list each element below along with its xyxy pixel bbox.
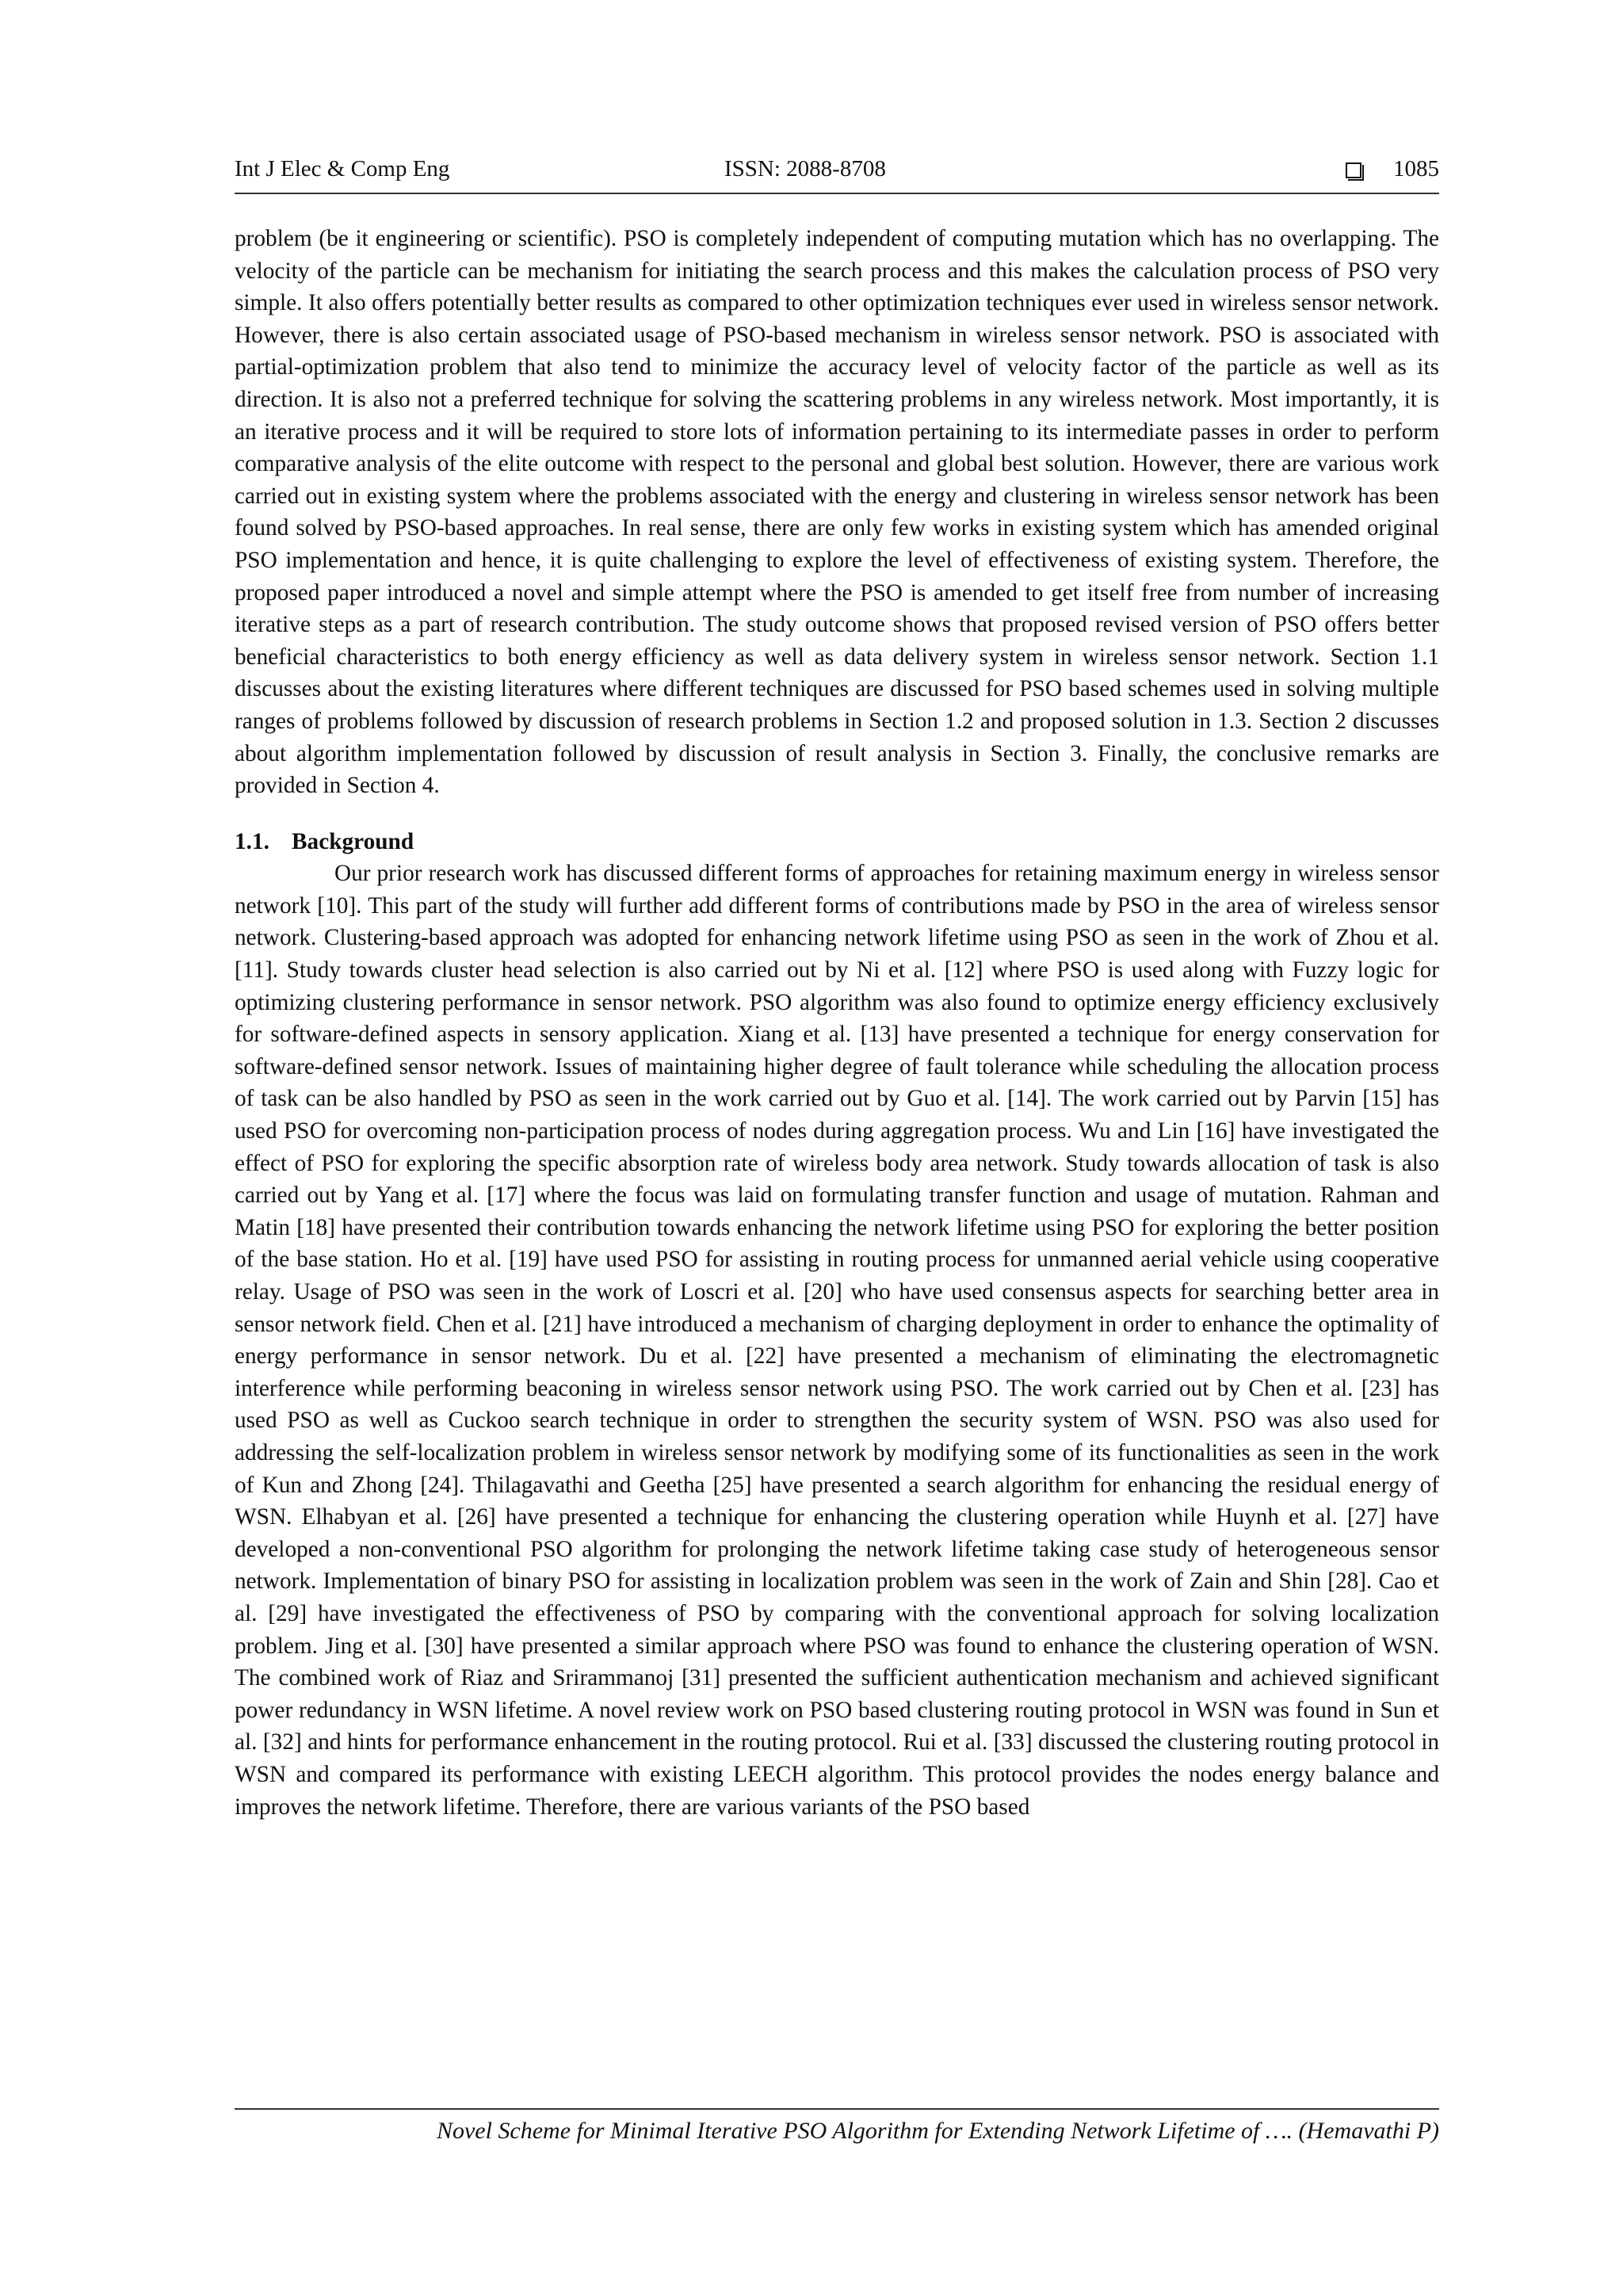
section-heading xyxy=(235,826,1439,858)
section-title: Background xyxy=(292,828,414,854)
section-number: 1.1. xyxy=(235,828,269,854)
journal-name: Int J Elec & Comp Eng xyxy=(235,156,450,181)
running-title: Novel Scheme for Minimal Iterative PSO Algorithm for Extending Network Lifetime of …. (Hemavathi P) xyxy=(436,2118,1439,2144)
page-body xyxy=(235,223,1439,1823)
issn: ISSN: 2088-8708 xyxy=(724,156,886,181)
page-header xyxy=(235,156,1439,194)
square-bullet-icon xyxy=(1346,162,1361,178)
body-paragraph: Our prior research work has discussed different forms of approaches for retaining maximum energy in wireless sensor network [10]. This part of the study will further add different forms of contributions made by PSO in the area of wireless sensor network. Clustering-based approach was adopted for enhancing network lifetime using PSO as seen in the work of Zhou et al. [11]. Study towards cluster head selection is also carried out by Ni et al. [12] where PSO is used along with Fuzzy logic for optimizing clustering performance in sensor network. PSO algorithm was also found to optimize energy efficiency exclusively for software-defined aspects in sensory application. Xiang et al. [13] have presented a technique for energy conservation for software-defined sensor network. Issues of maintaining higher degree of fault tolerance while scheduling the allocation process of task can be also handled by PSO as seen in the work carried out by Guo et al. [14]. The work carried out by Parvin [15] has used PSO for overcoming non-participation process of nodes during aggregation process. Wu and Lin [16] have investigated the effect of PSO for exploring the specific absorption rate of wireless body area network. Study towards allocation of task is also carried out by Yang et al. [17] where the focus was laid on formulating transfer function and usage of mutation. Rahman and Matin [18] have presented their contribution towards enhancing the network lifetime using PSO for exploring the better position of the base station. Ho et al. [19] have used PSO for assisting in routing process for unmanned aerial vehicle using cooperative relay. Usage of PSO was seen in the work of Loscri et al. [20] who have used consensus aspects for searching better area in sensor network field. Chen et al. [21] have introduced a mechanism of charging deployment in order to enhance the optimality of energy performance in sensor network. Du et al. [22] have presented a mechanism of eliminating the electromagnetic interference while performing beaconing in wireless sensor network using PSO. The work carried out by Chen et al. [23] has used PSO as well as Cuckoo search technique in order to strengthen the security system of WSN. PSO was also used for addressing the self-localization problem in wireless sensor network by modifying some of its functionalities as seen in the work of Kun and Zhong [24]. Thilagavathi and Geetha [25] have presented a search algorithm for enhancing the residual energy of WSN. Elhabyan et al. [26] have presented a technique for enhancing the clustering operation while Huynh et al. [27] have developed a non-conventional PSO algorithm for prolonging the network lifetime taking case study of heterogeneous sensor network. Implementation of binary PSO for assisting in localization problem was seen in the work of Zain and Shin [28]. Cao et al. [29] have investigated the effectiveness of PSO by comparing with the conventional approach for solving localization problem. Jing et al. [30] have presented a similar approach where PSO was found to enhance the clustering operation of WSN. The combined work of Riaz and Srirammanoj [31] presented the sufficient authentication mechanism and achieved significant power redundancy in WSN lifetime. A novel review work on PSO based clustering routing protocol in WSN was found in Sun et al. [32] and hints for performance enhancement in the routing protocol. Rui et al. [33] discussed the clustering routing protocol in WSN and compared its performance with existing LEECH algorithm. This protocol provides the nodes energy balance and improves the network lifetime. Therefore, there are various variants of the PSO based xyxy=(235,861,1439,1820)
page-footer xyxy=(235,2108,1439,2145)
header-right xyxy=(1346,156,1439,182)
body-paragraph: problem (be it engineering or scientific). PSO is completely independent of computing mutation which has no overlapping. The velocity of the particle can be mechanism for initiating the search process and this makes the calculation process of PSO very simple. It also offers potentially better results as compared to other optimization techniques ever used in wireless sensor network. However, there is also certain associated usage of PSO-based mechanism in wireless sensor network. PSO is associated with partial-optimization problem that also tend to minimize the accuracy level of velocity factor of the particle as well as its direction. It is also not a preferred technique for solving the scattering problems in any wireless network. Most importantly, it is an iterative process and it will be required to store lots of information pertaining to its intermediate passes in order to perform comparative analysis of the elite outcome with respect to the personal and global best solution. However, there are various work carried out in existing system where the problems associated with the energy and clustering in wireless sensor network has been found solved by PSO-based approaches. In real sense, there are only few works in existing system which has amended original PSO implementation and hence, it is quite challenging to explore the level of effectiveness of existing system. Therefore, the proposed paper introduced a novel and simple attempt where the PSO is amended to get itself free from number of increasing iterative steps as a part of research contribution. The study outcome shows that proposed revised version of PSO offers better beneficial characteristics to both energy efficiency as well as data delivery system in wireless sensor network. Section 1.1 discusses about the existing literatures where different techniques are discussed for PSO based schemes used in solving multiple ranges of problems followed by discussion of research problems in Section 1.2 and proposed solution in 1.3. Section 2 discusses about algorithm implementation followed by discussion of result analysis in Section 3. Finally, the conclusive remarks are provided in Section 4. xyxy=(235,226,1439,799)
page-number: 1085 xyxy=(1393,156,1439,181)
